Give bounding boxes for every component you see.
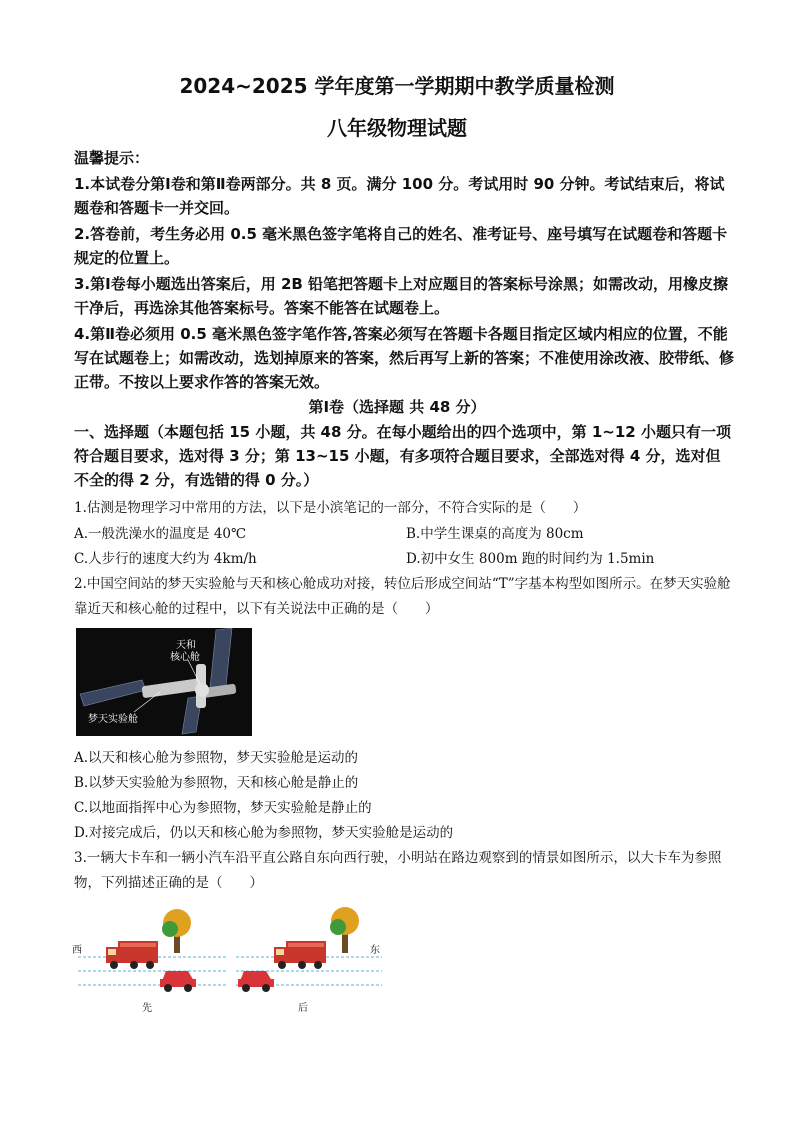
figure-label-mengtian: 梦天实验舱 [88, 714, 138, 725]
figure-label-tianhe: 天和 [176, 640, 196, 651]
traffic-scene-drawing [70, 905, 390, 1015]
question-1-option-c: C.人步行的速度大约为 4km/h [74, 551, 257, 567]
notice-item-3: 3.第Ⅰ卷每小题选出答案后，用 2B 铅笔把答题卡上对应题目的答案标号涂黑；如需改动，用橡皮擦干净后，再选涂其他答案标号。答案不能答在试题卷上。 [74, 275, 729, 317]
question-1-option-d: D.初中女生 800m 跑的时间约为 1.5min [406, 551, 655, 567]
label-before: 先 [142, 1003, 152, 1014]
question-2-option-a: A.以天和核心舱为参照物，梦天实验舱是运动的 [74, 750, 359, 766]
question-2-option-b: B.以梦天实验舱为参照物，天和核心舱是静止的 [74, 775, 359, 791]
exam-title: 2024~2025 学年度第一学期期中教学质量检测 [179, 74, 615, 98]
notice-heading: 温馨提示： [74, 149, 150, 167]
question-1-option-a: A.一般洗澡水的温度是 40℃ [74, 526, 247, 542]
question-1-options-row1 [74, 522, 734, 546]
label-east: 东 [370, 945, 380, 956]
notice-item-1: 1.本试卷分第Ⅰ卷和第Ⅱ卷两部分。共 8 页。满分 100 分。考试用时 90 分钟。考试结束后，将试题卷和答题卡一并交回。 [74, 175, 725, 217]
question-2-stem: 2.中国空间站的梦天实验舱与天和核心舱成功对接，转位后形成空间站“T”字基本构型如图所示。在梦天实验舱靠近天和核心舱的过程中，以下有关说法中正确的是（ ） [74, 576, 731, 617]
figure-label-core-module: 核心舱 [170, 652, 200, 663]
label-west: 西 [72, 945, 82, 956]
question-1-option-b: B.中学生课桌的高度为 80cm [406, 526, 584, 542]
space-station-figure [76, 628, 252, 736]
question-2-option-c: C.以地面指挥中心为参照物，梦天实验舱是静止的 [74, 800, 372, 816]
notice-item-4: 4.第Ⅱ卷必须用 0.5 毫米黑色签字笔作答,答案必须写在答题卡各题目指定区域内相应的位置，不能写在试题卷上；如需改动，选划掉原来的答案，然后再写上新的答案；不准使用涂改液、胶带纸、修正带。不按以上要求作答的答案无效。 [74, 325, 735, 391]
exam-subtitle: 八年级物理试题 [327, 116, 467, 140]
question-2-option-d: D.对接完成后，仍以天和核心舱为参照物，梦天实验舱是运动的 [74, 825, 454, 841]
question-1-stem: 1.估测是物理学习中常用的方法，以下是小滨笔记的一部分，不符合实际的是（ ） [74, 500, 587, 516]
section-instruction: 一、选择题（本题包括 15 小题，共 48 分。在每小题给出的四个选项中，第 1~12 小题只有一项符合题目要求，选对得 3 分；第 13~15 小题，有多项符合题目要求，全部选对得 4 分，选对但不全的得 2 分，有选错的得 0 分。） [74, 423, 731, 489]
label-after: 后 [298, 1003, 308, 1014]
notice-item-2: 2.答卷前，考生务必用 0.5 毫米黑色签字笔将自己的姓名、准考证号、座号填写在试题卷和答题卡规定的位置上。 [74, 225, 728, 267]
question-3-stem: 3.一辆大卡车和一辆小汽车沿平直公路自东向西行驶，小明站在路边观察到的情景如图所示，以大卡车为参照物，下列描述正确的是（ ） [74, 850, 722, 891]
section-title: 第Ⅰ卷（选择题 共 48 分） [308, 398, 486, 416]
traffic-scene-figure [70, 905, 390, 1015]
question-1-options-row2 [74, 547, 734, 571]
